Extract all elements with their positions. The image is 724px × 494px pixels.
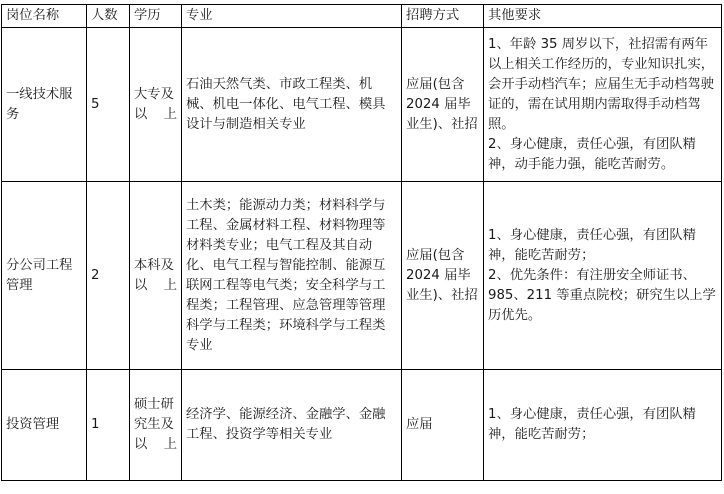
table-row xyxy=(2,370,722,481)
cell-headcount: 1 xyxy=(87,370,130,481)
cell-position-title: 一线技术服务 xyxy=(2,28,87,182)
cell-other-requirements xyxy=(484,182,722,370)
cell-major: 经济学、能源经济、金融学、金融工程、投资学等相关专业 xyxy=(182,370,402,481)
requirement-item: 2、优先条件：有注册安全师证书、985、211 等重点院校；研究生以上学历优先。 xyxy=(488,267,716,323)
header-recruit-mode: 招聘方式 xyxy=(402,5,484,28)
header-headcount: 人数 xyxy=(87,5,130,28)
cell-position-title: 分公司工程管理 xyxy=(2,182,87,370)
requirement-item: 1、年龄 35 周岁以下，社招需有两年以上相关工作经历的，专业知识扎实，会开手动档汽车；应届生无手动档驾驶证的，需在试用期内需取得手动档驾照。 xyxy=(488,36,715,132)
requirement-item: 2、身心健康，责任心强，有团队精神，动手能力强，能吃苦耐劳。 xyxy=(488,136,696,172)
requirement-item: 1、身心健康，责任心强，有团队精神，能吃苦耐劳； xyxy=(488,407,696,442)
header-position-title: 岗位名称 xyxy=(2,5,87,28)
cell-education: 本科及以上 xyxy=(130,182,182,370)
header-major: 专业 xyxy=(182,5,402,28)
table-row xyxy=(2,28,722,182)
recruitment-table xyxy=(1,4,722,481)
cell-education: 硕士研究生及以上 xyxy=(130,370,182,481)
cell-other-requirements xyxy=(484,28,722,182)
cell-headcount: 5 xyxy=(87,28,130,182)
cell-position-title: 投资管理 xyxy=(2,370,87,481)
cell-education: 大专及以上 xyxy=(130,28,182,182)
cell-headcount: 2 xyxy=(87,182,130,370)
requirement-item: 1、身心健康，责任心强，有团队精神，能吃苦耐劳； xyxy=(488,227,696,263)
cell-recruit-mode: 应届 xyxy=(402,370,484,481)
cell-major: 石油天然气类、市政工程类、机械、机电一体化、电气工程、模具设计与制造相关专业 xyxy=(182,28,402,182)
table-header-row xyxy=(2,5,722,28)
cell-recruit-mode: 应届(包含2024 届毕业生)、社招 xyxy=(402,182,484,370)
cell-recruit-mode: 应届(包含2024 届毕业生)、社招 xyxy=(402,28,484,182)
cell-major: 土木类；能源动力类；材料科学与工程、金属材料工程、材料物理等材料类专业；电气工程及其自动化、电气工程与智能控制、能源互联网工程等电气类；安全科学与工程类；工程管理、应急管理等管理科学与工程类；环境科学与工程类专业 xyxy=(182,182,402,370)
table-row xyxy=(2,182,722,370)
header-other-requirements: 其他要求 xyxy=(484,5,722,28)
cell-other-requirements xyxy=(484,370,722,481)
header-education: 学历 xyxy=(130,5,182,28)
